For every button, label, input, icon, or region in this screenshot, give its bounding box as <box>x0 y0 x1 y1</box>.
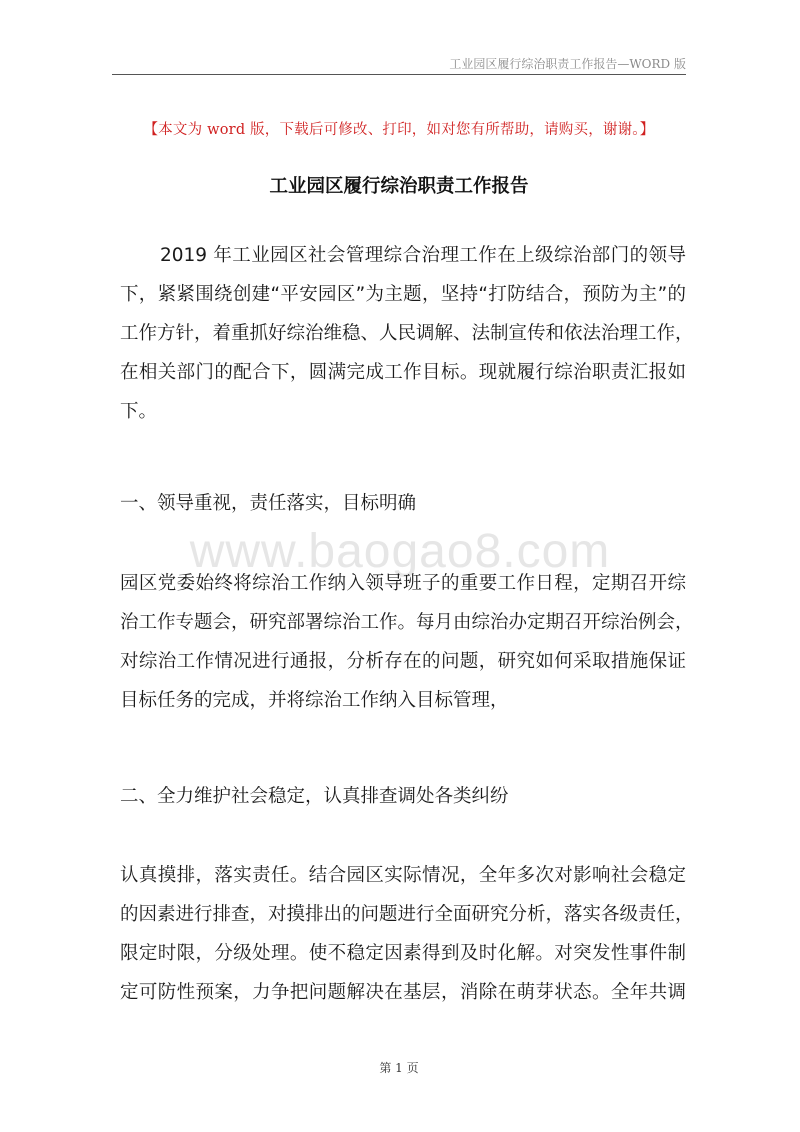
paragraph-line: 下，紧紧围绕创建“平安园区”为主题，坚持“打防结合，预防为主”的 <box>120 284 686 305</box>
section-heading-1: 一、领导重视，责任落实，目标明确 <box>120 493 417 514</box>
document-title: 工业园区履行综治职责工作报告 <box>269 176 529 197</box>
paragraph-line: 目标任务的完成，并将综治工作纳入目标管理， <box>120 690 509 711</box>
watermark: www.baogao8.com <box>189 525 611 578</box>
paragraph-line: 对综治工作情况进行通报，分析存在的问题，研究如何采取措施保证 <box>120 651 686 672</box>
paragraph-line: 在相关部门的配合下，圆满完成工作目标。现就履行综治职责汇报如 <box>120 362 686 383</box>
paragraph-line: 定可防性预案，力争把问题解决在基层，消除在萌芽状态。全年共调 <box>120 982 686 1003</box>
paragraph-line: 认真摸排，落实责任。结合园区实际情况，全年多次对影响社会稳定 <box>120 865 686 886</box>
section1-paragraph <box>120 564 694 720</box>
paragraph-line: 治工作专题会，研究部署综治工作。每月由综治办定期召开综治例会， <box>120 612 694 633</box>
paragraph-line: 工作方针，着重抓好综治维稳、人民调解、法制宣传和依法治理工作， <box>120 323 694 344</box>
header-divider <box>112 74 686 75</box>
page-number: 第 1 页 <box>379 1061 419 1075</box>
paragraph-line: 限定时限，分级处理。使不稳定因素得到及时化解。对突发性事件制 <box>120 943 686 964</box>
section2-paragraph <box>120 856 694 1012</box>
paragraph-line: 2019 年工业园区社会管理综合治理工作在上级综治部门的领导 <box>160 245 686 266</box>
paragraph-line: 园区党委始终将综治工作纳入领导班子的重要工作日程，定期召开综 <box>120 573 686 594</box>
paragraph-line: 下。 <box>120 401 158 422</box>
intro-paragraph <box>120 236 694 431</box>
paragraph-line: 的因素进行排查，对摸排出的问题进行全面研究分析，落实各级责任， <box>120 904 694 925</box>
section-heading-2: 二、全力维护社会稳定，认真排查调处各类纠纷 <box>120 786 509 807</box>
purchase-notice: 【本文为 word 版，下载后可修改、打印，如对您有所帮助，请购买，谢谢。】 <box>143 122 655 138</box>
running-header: 工业园区履行综治职责工作报告—WORD 版 <box>449 57 686 71</box>
